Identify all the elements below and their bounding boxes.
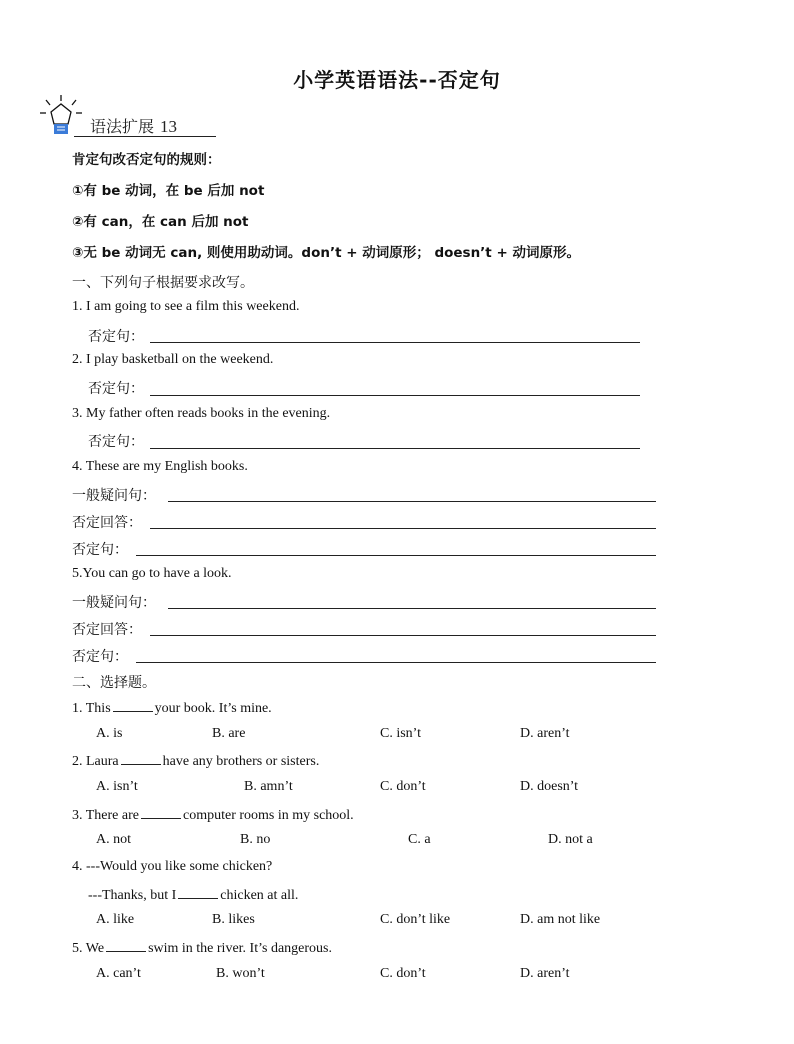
p2-q2-pre: 2. Laura xyxy=(72,754,119,769)
p2-q1-blank[interactable] xyxy=(113,699,153,712)
p2-q4-option-b[interactable]: B. likes xyxy=(212,912,255,927)
p2-q5-post: swim in the river. It’s dangerous. xyxy=(148,941,332,956)
page-title: 小学英语语法--否定句 xyxy=(293,68,501,92)
p2-q2-option-a[interactable]: A. isn’t xyxy=(96,779,138,794)
p1-q5-neg-blank[interactable] xyxy=(136,662,656,663)
p2-q5-blank[interactable] xyxy=(106,939,146,952)
p1-q1-text: 1. I am going to see a film this weekend. xyxy=(72,299,300,314)
rule-2: ②有 can，在 can 后加 not xyxy=(72,214,249,230)
badge-number: 13 xyxy=(160,117,178,136)
section-badge xyxy=(38,94,220,140)
rule-1: ①有 be 动词，在 be 后加 not xyxy=(72,183,265,199)
part2-heading: 二、选择题。 xyxy=(72,675,156,691)
p1-q4-general-blank[interactable] xyxy=(168,501,656,502)
rule-3: ③无 be 动词无 can, 则使用助动词。don’t + 动词原形； doesn’t + 动词原形。 xyxy=(72,245,580,261)
badge-underline xyxy=(74,136,216,137)
p2-q4-stem xyxy=(88,886,298,904)
p2-q1-post: your book. It’s mine. xyxy=(154,701,272,716)
part1-heading: 一、下列句子根据要求改写。 xyxy=(72,275,254,291)
p1-q5-neg-label: 否定句： xyxy=(72,649,128,665)
p2-q5-option-c[interactable]: C. don’t xyxy=(380,966,426,981)
p1-q2-neg-label: 否定句： xyxy=(88,381,144,397)
p2-q3-post: computer rooms in my school. xyxy=(182,808,354,823)
p1-q1-neg-label: 否定句： xyxy=(88,329,144,345)
p2-q2-post: have any brothers or sisters. xyxy=(162,754,320,769)
p2-q2-stem xyxy=(72,752,319,770)
p2-q4-post: chicken at all. xyxy=(220,888,299,903)
p2-q4-option-a[interactable]: A. like xyxy=(96,912,135,927)
p1-q5-answer-blank[interactable] xyxy=(150,635,656,636)
p2-q4-option-c[interactable]: C. don’t like xyxy=(380,912,451,927)
p1-q4-text: 4. These are my English books. xyxy=(72,459,248,474)
p2-q2-option-d[interactable]: D. doesn’t xyxy=(520,779,579,794)
p2-q2-option-c[interactable]: C. don’t xyxy=(380,779,426,794)
badge-label xyxy=(90,114,177,137)
p2-q5-option-d[interactable]: D. aren’t xyxy=(520,966,570,981)
p2-q3-stem xyxy=(72,806,354,824)
p1-q2-text: 2. I play basketball on the weekend. xyxy=(72,352,274,367)
p1-q4-answer-blank[interactable] xyxy=(150,528,656,529)
p2-q2-blank[interactable] xyxy=(121,752,161,765)
p2-q1-option-a[interactable]: A. is xyxy=(96,726,123,741)
p1-q5-general-label: 一般疑问句： xyxy=(72,595,156,611)
p2-q4-line1: 4. ---Would you like some chicken? xyxy=(72,859,273,874)
p2-q3-option-c[interactable]: C. a xyxy=(408,832,431,847)
p2-q3-option-a[interactable]: A. not xyxy=(96,832,131,847)
p2-q3-blank[interactable] xyxy=(141,806,181,819)
p1-q4-answer-label: 否定回答： xyxy=(72,515,142,531)
p2-q3-pre: 3. There are xyxy=(72,808,139,823)
p2-q1-stem xyxy=(72,699,272,717)
p1-q1-neg-blank[interactable] xyxy=(150,342,640,343)
lightbulb-icon xyxy=(38,94,84,140)
p2-q4-pre: ---Thanks, but I xyxy=(88,888,177,903)
p2-q4-option-d[interactable]: D. am not like xyxy=(520,912,601,927)
p1-q4-neg-label: 否定句： xyxy=(72,542,128,558)
p2-q1-pre: 1. This xyxy=(72,701,111,716)
p1-q2-neg-blank[interactable] xyxy=(150,395,640,396)
rules-heading: 肯定句改否定句的规则： xyxy=(72,152,221,168)
p1-q5-general-blank[interactable] xyxy=(168,608,656,609)
p1-q3-neg-label: 否定句： xyxy=(88,434,144,450)
p2-q5-option-b[interactable]: B. won’t xyxy=(216,966,265,981)
p2-q1-option-d[interactable]: D. aren’t xyxy=(520,726,570,741)
p2-q2-option-b[interactable]: B. amn’t xyxy=(244,779,293,794)
p2-q1-option-b[interactable]: B. are xyxy=(212,726,246,741)
p1-q5-answer-label: 否定回答： xyxy=(72,622,142,638)
p1-q3-text: 3. My father often reads books in the evening. xyxy=(72,406,331,421)
p1-q3-neg-blank[interactable] xyxy=(150,448,640,449)
p2-q1-option-c[interactable]: C. isn’t xyxy=(380,726,421,741)
badge-text: 语法扩展 xyxy=(90,117,155,136)
p2-q5-pre: 5. We xyxy=(72,941,105,956)
p2-q3-option-d[interactable]: D. not a xyxy=(548,832,593,847)
p1-q5-text: 5.You can go to have a look. xyxy=(72,566,232,581)
p2-q4-blank[interactable] xyxy=(178,886,218,899)
p2-q5-stem xyxy=(72,939,332,957)
p1-q4-neg-blank[interactable] xyxy=(136,555,656,556)
p2-q5-option-a[interactable]: A. can’t xyxy=(96,966,141,981)
p2-q3-option-b[interactable]: B. no xyxy=(240,832,271,847)
p1-q4-general-label: 一般疑问句： xyxy=(72,488,156,504)
